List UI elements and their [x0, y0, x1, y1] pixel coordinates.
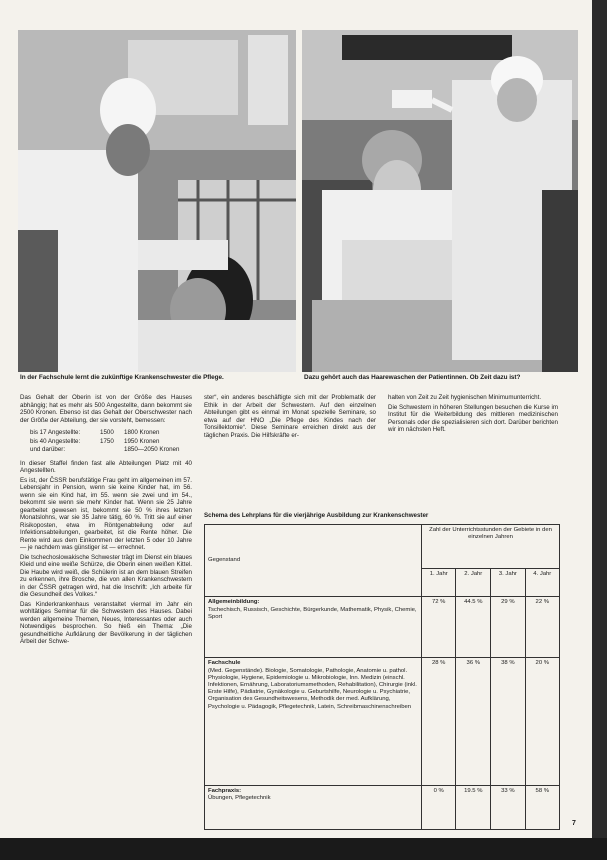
page-number: 7: [572, 820, 576, 827]
photo-nurse-washing-hair: [302, 30, 578, 372]
photo-left-image: [18, 30, 296, 372]
value-cell: 28 %: [422, 658, 456, 785]
paragraph: Das Gehalt der Oberin ist von der Größe des Hauses abhängig; hat es mehr als 500 Angestellte, dann bekommt sie 2500 Kronen. Ebenso ist das Gehalt der Oberschwester nach der Größe der Abteilung, der sie vorsteht, bemessen:: [20, 394, 192, 424]
paragraph: In dieser Staffel finden fast alle Abteilungen Platz mit 40 Angestellten.: [20, 459, 192, 474]
salary-label: bis 40 Angestellte:: [30, 437, 81, 445]
hours-group-header: Zahl der Unterrichtsstunden der Gebiete in den einzelnen Jahren: [422, 525, 560, 569]
subject-cell: [205, 785, 422, 830]
value-cell: 22 %: [525, 597, 559, 658]
value-cell: 33 %: [491, 785, 525, 830]
paragraph: halten von Zeit zu Zeit hygienischen Minimumunterricht.: [388, 394, 542, 401]
subject-title: Fachschule: [208, 660, 241, 667]
salary-table: [30, 429, 192, 455]
value-cell: 38 %: [491, 658, 525, 785]
value-cell: 20 %: [525, 658, 559, 785]
subject-cell: [205, 597, 422, 658]
text-column-2: [204, 394, 376, 441]
paragraph: Das Kinderkrankenhaus veranstaltet viermal im Jahr ein wohltätiges Seminar für die Schwestern des Hauses. Dabei werden allgemeine Themen, Neues, Interessantes oder auch Notwendiges besprochen. So hieß ein Thema: „Die gesundheitliche Aufklärung der Bevölkerung in der täglichen Arbeit der Schwe-: [20, 600, 192, 645]
value-cell: 19.5 %: [456, 785, 491, 830]
subject-text: Übungen, Pflegetechnik: [208, 794, 271, 801]
subject-title: Allgemeinbildung:: [208, 599, 260, 606]
subject-text: Tschechisch, Russisch, Geschichte, Bürgerkunde, Mathematik, Physik, Chemie, Sport: [208, 606, 417, 620]
value-cell: 58 %: [525, 785, 559, 830]
table-row: [205, 658, 560, 785]
subject-text: (Med. Gegenstände). Biologie, Somatologie, Pathologie, Anatomie u. pathol. Physiologie, Hygiene, Epidemiologie u. Mikrobiologie, Inn. Medizin (einschl. Infektionen, Ernährung, Laboratoriumsmethoden, Rehabilitation), Chirurgie (inkl. Erste Hilfe), Pädiatrie, Gynäkologie u. Geburtshilfe, Neurologie u. Psychiatrie, Organisation des Gesundheitswesens, Methodik der med. Aufklärung, Psychologie u. Pädagogik, Pflegetechnik, Latein, Schreibmaschinenschreiben: [208, 667, 417, 710]
salary-from: [100, 446, 124, 455]
subject-header: Gegenstand: [205, 525, 422, 597]
table-row: [205, 785, 560, 830]
salary-to: 1850—2050 Kronen: [124, 446, 180, 453]
subject-cell: [205, 658, 422, 785]
paragraph: Es ist, der ČSSR berufstätige Frau geht im allgemeinen im 57. Lebensjahr in Pension, wenn sie keine Kinder hat, im 56. wenn sie ein Kind hat, im 55. wenn sie zwei und im 54., bekommt sie wenn sie mehr Kinder hat. Wenn sie 25 Jahre gearbeitet gewesen ist, bekommt sie 50 % ihres letzten Monatslohns, war sie 35 Jahre tätig, 60 %. Tritt sie auf einer Risikoposten, etwa im Röntgenabteilung oder auf Infektionsabteilungen, gearbeitet, ist die Rente höher. Die Rente wird aus dem Einkommen der letzten 5 oder 10 Jahre — je nachdem was günstiger ist — errechnet.: [20, 476, 192, 551]
salary-to: 1800 Kronen: [124, 429, 160, 436]
paragraph: ster“, ein anderes beschäftigte sich mit der Problematik der Ethik in der Arbeit der Schwestern. Auf den einzelnen Abteilungen gibt es einmal im Monat spezielle Seminare, so etwa auf der HNO „Die Pflege des Kindes nach der Tonsillektomie“. Diese Seminare erreichen direkt aus der täglichen Praxis. Die Hilfskräfte er-: [204, 394, 376, 439]
salary-from: 1500: [100, 429, 114, 436]
year-header: 3. Jahr: [491, 569, 525, 597]
value-cell: 44.5 %: [456, 597, 491, 658]
salary-from: 1750: [100, 437, 114, 445]
table-header-row: [205, 525, 560, 569]
photo-caption-right: Dazu gehört auch das Haarewaschen der Patientinnen. Ob Zeit dazu ist?: [304, 374, 521, 381]
year-header: 2. Jahr: [456, 569, 491, 597]
value-cell: 72 %: [422, 597, 456, 658]
value-cell: 0 %: [422, 785, 456, 830]
salary-to: 1950 Kronen: [124, 437, 160, 445]
curriculum-table-title: Schema des Lehrplans für die vierjährige Ausbildung zur Krankenschwester: [204, 512, 429, 519]
page-edge-shadow: [592, 0, 607, 860]
year-header: 1. Jahr: [422, 569, 456, 597]
scan-bottom-border: [0, 838, 607, 860]
photo-nurse-student-caring-patient: [18, 30, 296, 372]
paragraph: Die tschechoslowakische Schwester trägt im Dienst ein blaues Kleid und eine weiße Schürze, die Oberin einen weißen Kittel. Die Haube wird weiß, die Schülerin ist an dem blauen Streifen zu erkennen, ihre Brosche, die von allen Krankenschwestern in der ČSSR getragen wird, hat die Inschrift: „Ich arbeite für die Gesundheit des Volkes.“: [20, 553, 192, 598]
value-cell: 36 %: [456, 658, 491, 785]
subject-title: Fachpraxis:: [208, 787, 242, 794]
paragraph: Die Schwestern in höheren Stellungen besuchen die Kurse im Institut für die Weiterbildung des mittleren medizinischen Personals oder die spezialisieren sich dort. Darüber berichten wir im nächsten Heft.: [388, 403, 558, 433]
year-header: 4. Jahr: [525, 569, 559, 597]
photo-right-image: [302, 30, 578, 372]
salary-label: bis 17 Angestellte:: [30, 429, 81, 436]
salary-label: und darüber:: [30, 446, 66, 453]
text-column-1: [20, 394, 192, 648]
table-row: [205, 597, 560, 658]
value-cell: 29 %: [491, 597, 525, 658]
photo-caption-left: In der Fachschule lernt die zukünftige Krankenschwester die Pflege.: [20, 374, 224, 381]
text-column-3: [388, 394, 558, 436]
curriculum-table: [204, 524, 560, 830]
